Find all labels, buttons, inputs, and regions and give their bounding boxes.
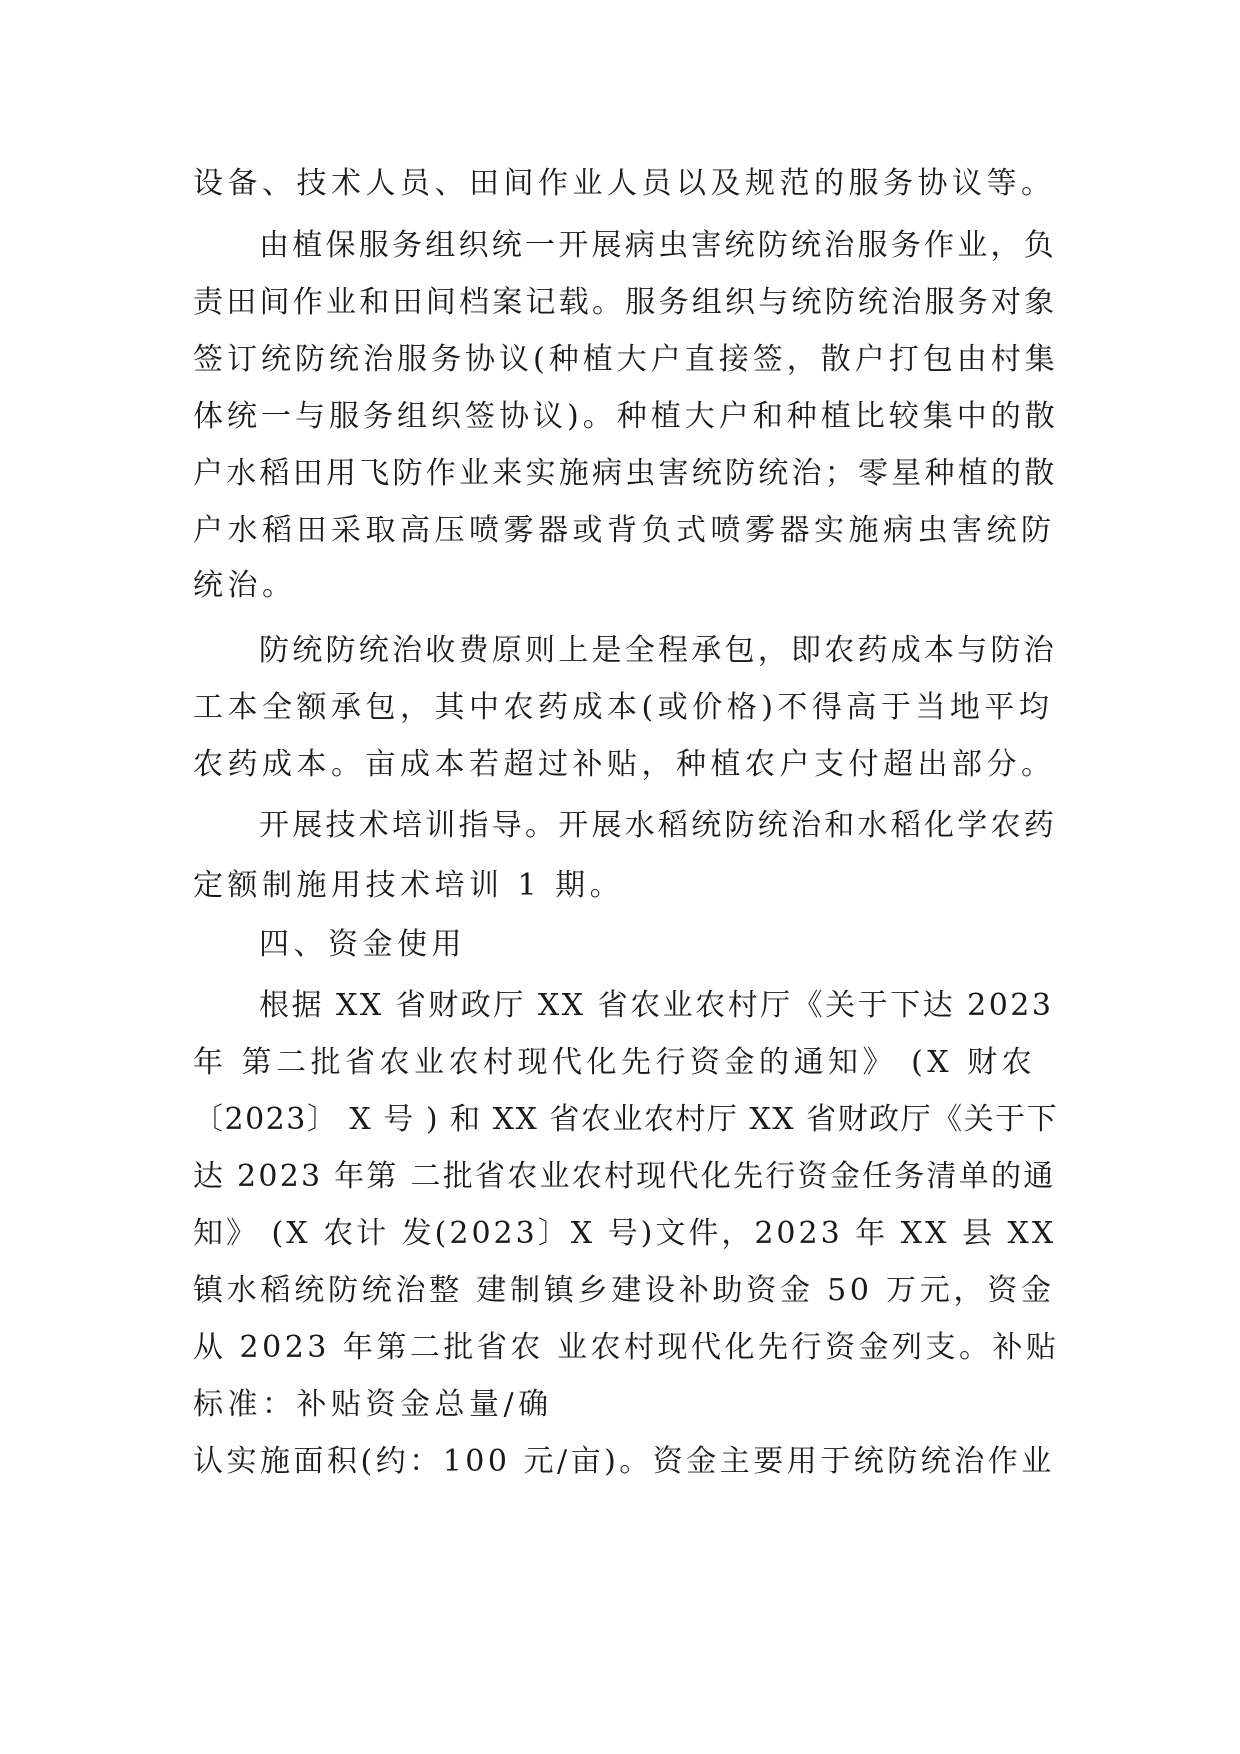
paragraph-line: 知》 (X 农计 发(2023〕X 号)文件，2023 年 XX 县 XX [193, 1216, 1057, 1251]
paragraph-line: 定额制施用技术培训 1 期。 [193, 868, 625, 903]
paragraph-line: 〔2023〕 X 号 ) 和 XX 省农业农村厅 XX 省财政厅《关于下 [193, 1102, 1059, 1137]
paragraph-line: 签订统防统治服务协议(种植大户直接签，散户打包由村集 [193, 342, 1059, 377]
paragraph-line: 达 2023 年第 二批省农业农村现代化先行资金任务清单的通 [193, 1159, 1056, 1194]
paragraph-line: 责田间作业和田间档案记载。服务组织与统防统治服务对象 [193, 285, 1058, 320]
paragraph-line: 体统一与服务组织签协议)。种植大户和种植比较集中的散 [193, 399, 1059, 434]
paragraph-line: 防统防统治收费原则上是全程承包，即农药成本与防治 [259, 633, 1057, 668]
section-heading: 四、资金使用 [259, 927, 466, 962]
paragraph-line: 工本全额承包，其中农药成本(或价格)不得高于当地平均 [193, 690, 1054, 725]
paragraph-line: 统治。 [193, 568, 297, 603]
paragraph-line: 镇水稻统防统治整 建制镇乡建设补助资金 50 万元，资金 [193, 1273, 1055, 1308]
paragraph-line: 从 2023 年第二批省农 业农村现代化先行资金列支。补贴 [193, 1330, 1060, 1365]
paragraph-line: 户水稻田采取高压喷雾器或背负式喷雾器实施病虫害统防 [193, 513, 1056, 548]
paragraph-line: 由植保服务组织统一开展病虫害统防统治服务作业，负 [259, 228, 1057, 263]
paragraph-line: 年 第二批省农业农村现代化先行资金的通知》 (X 财农 [193, 1045, 1037, 1080]
paragraph-line: 开展技术培训指导。开展水稻统防统治和水稻化学农药 [259, 808, 1057, 843]
paragraph-line: 认实施面积(约：100 元/亩)。资金主要用于统防统治作业 [193, 1444, 1055, 1479]
paragraph-line: 设备、技术人员、田间作业人员以及规范的服务协议等。 [193, 166, 1056, 201]
paragraph-line: 标准：补贴资金总量/确 [193, 1387, 553, 1422]
paragraph-line: 户水稻田用飞防作业来实施病虫害统防统治；零星种植的散 [193, 456, 1058, 491]
paragraph-line: 根据 XX 省财政厅 XX 省农业农村厅《关于下达 2023 [259, 988, 1054, 1023]
paragraph-line: 农药成本。亩成本若超过补贴，种植农户支付超出部分。 [193, 747, 1056, 782]
